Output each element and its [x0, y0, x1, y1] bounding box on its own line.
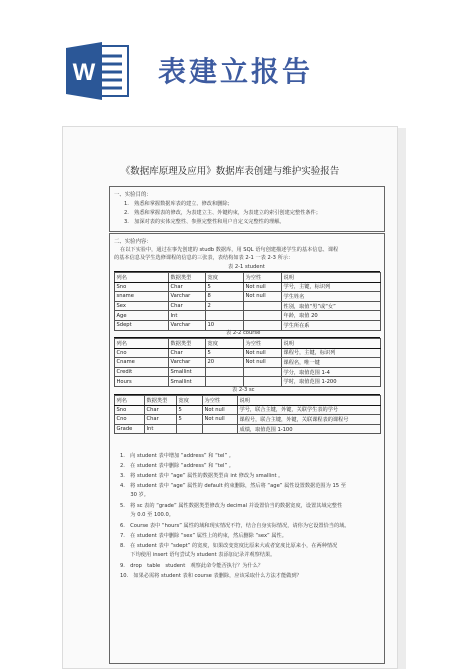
- sc-table: [114, 395, 381, 434]
- table-cell: Not null: [244, 348, 282, 358]
- table-cell: 学号，主键，标识列: [282, 282, 381, 292]
- table-header: 宽度: [206, 273, 244, 283]
- table-header: 为空性: [244, 273, 282, 283]
- table-caption: 表 2-2 course: [226, 330, 261, 336]
- step-item: 下均使用 insert 语句尝试为 student 表添加记录并观察结果。: [120, 552, 276, 558]
- table-cell: 20: [206, 358, 244, 368]
- table-header: 为空性: [203, 396, 238, 406]
- table-cell: 10: [206, 320, 244, 330]
- table-header: 为空性: [244, 339, 282, 349]
- document-page: [62, 126, 398, 669]
- table-cell: Char: [169, 348, 206, 358]
- table-row: [115, 405, 381, 415]
- table-cell: Char: [145, 415, 177, 425]
- table-cell: Sex: [115, 301, 169, 311]
- content-intro: 的基本信息及学生选修课程的信息的三张表，表结构如表 2-1 一表 2-3 所示：: [114, 255, 294, 261]
- table-header: 数据类型: [145, 396, 177, 406]
- table-cell: 学时，取值范围 1-200: [282, 377, 381, 387]
- purpose-item: 3. 加深对表的实体完整性、参照完整性和用户自定义完整性的理解。: [124, 219, 285, 225]
- table-cell: Varchar: [169, 320, 206, 330]
- table-cell: Not null: [244, 282, 282, 292]
- step-item: 30 岁。: [120, 492, 149, 498]
- table-header: 宽度: [177, 396, 203, 406]
- table-row: [115, 282, 381, 292]
- table-cell: [244, 367, 282, 377]
- table-cell: Age: [115, 311, 169, 321]
- table-header: 列名: [115, 273, 169, 283]
- table-cell: 2: [206, 301, 244, 311]
- table-row: [115, 424, 381, 434]
- table-row: [115, 311, 381, 321]
- table-cell: [244, 301, 282, 311]
- purpose-item: 2. 熟悉和掌握表的修改，为表建立主、外键约束，为表建立的索引创建完整性条件；: [124, 210, 321, 216]
- purpose-item: 1. 熟悉和掌握数据库表的建立、修改和删除；: [124, 201, 233, 207]
- table-cell: Credit: [115, 367, 169, 377]
- table-cell: 学生所在系: [282, 320, 381, 330]
- table-cell: Not null: [203, 415, 238, 425]
- table-cell: 5: [206, 282, 244, 292]
- table-cell: 学分，取值范围 1-4: [282, 367, 381, 377]
- table-row: [115, 358, 381, 368]
- table-cell: 课程号，主键，标识列: [282, 348, 381, 358]
- table-header: 说明: [238, 396, 381, 406]
- table-header: 列名: [115, 339, 169, 349]
- table-cell: 学生姓名: [282, 292, 381, 302]
- content-intro: 在以下实验中，通过在事先创建的 studb 数据库，用 SQL 语句创建描述学生的基本信息、课程: [120, 247, 339, 253]
- table-cell: 性别，取值“男”或“女”: [282, 301, 381, 311]
- step-item: 1. 向 student 表中增加 “address” 和 “tel” 。: [120, 453, 234, 459]
- table-caption: 表 2-3 sc: [232, 387, 255, 393]
- table-cell: Smallint: [169, 377, 206, 387]
- step-item: 为 0.0 至 100.0。: [120, 512, 174, 518]
- table-cell: [206, 311, 244, 321]
- step-item: 6. Course 表中 “hours” 属性的域和现实情况不符，结合自身实际情况，请你为它设置恰当的域。: [120, 523, 350, 529]
- purpose-box: [109, 186, 385, 232]
- table-cell: 5: [177, 405, 203, 415]
- document-title: 《数据库原理及应用》数据库表创建与维护实验报告: [120, 166, 340, 177]
- step-item: 9. drop table student 观察此命令能否执行？为什么？: [120, 563, 264, 569]
- banner: [0, 0, 474, 118]
- step-item: 7. 在 student 表中删除 “sex” 属性上的约束，然后删除 “sex” 属性。: [120, 533, 287, 539]
- table-cell: Char: [145, 405, 177, 415]
- table-row: [115, 301, 381, 311]
- table-cell: Varchar: [169, 358, 206, 368]
- table-cell: 8: [206, 292, 244, 302]
- table-cell: 课程名，唯一键: [282, 358, 381, 368]
- purpose-heading: 一、实验目的：: [114, 192, 152, 198]
- table-cell: Sno: [115, 405, 145, 415]
- content-heading: 二、实验内容：: [114, 239, 152, 245]
- table-row: [115, 415, 381, 425]
- table-header: 数据类型: [169, 339, 206, 349]
- table-cell: Cno: [115, 415, 145, 425]
- step-item: 5. 将 sc 表的 “grade” 属性数据类型修改为 decimal 并设置恰当的数据宽度，设置其域完整性: [120, 503, 343, 509]
- table-cell: 学号，联合主键，外键，关联学生表的学号: [238, 405, 381, 415]
- table-cell: Int: [169, 311, 206, 321]
- table-cell: [244, 311, 282, 321]
- table-cell: Hours: [115, 377, 169, 387]
- step-item: 3. 将 student 表中 “age” 属性的数据类型由 int 修改为 smallint 。: [120, 473, 284, 479]
- step-item: 10. 如果必需将 student 表和 course 表删除，应该采取什么方法才能做到？: [120, 573, 302, 579]
- table-header: 说明: [282, 273, 381, 283]
- table-cell: Cname: [115, 358, 169, 368]
- table-cell: Char: [169, 282, 206, 292]
- table-header: 说明: [282, 339, 381, 349]
- table-cell: [177, 424, 203, 434]
- table-header: 宽度: [206, 339, 244, 349]
- student-table: [114, 272, 381, 331]
- table-cell: Varchar: [169, 292, 206, 302]
- table-cell: Smallint: [169, 367, 206, 377]
- course-table: [114, 338, 381, 387]
- logo-letter: W: [72, 59, 96, 86]
- table-cell: 成绩，取值范围 1-100: [238, 424, 381, 434]
- banner-title: 表建立报告: [158, 55, 314, 88]
- content-box: [109, 233, 385, 664]
- table-row: [115, 292, 381, 302]
- table-cell: Int: [145, 424, 177, 434]
- table-cell: Not null: [244, 292, 282, 302]
- step-item: 2. 在 student 表中删除 “address” 和 “tel” 。: [120, 463, 234, 469]
- table-cell: 年龄，取值 20: [282, 311, 381, 321]
- table-cell: Not null: [203, 405, 238, 415]
- table-cell: 5: [177, 415, 203, 425]
- table-row: [115, 367, 381, 377]
- table-cell: sname: [115, 292, 169, 302]
- table-row: [115, 348, 381, 358]
- table-header: 列名: [115, 396, 145, 406]
- step-item: 8. 在 student 表中 “sdept” 的宽度，如果改变宽度比原来大或者宽度比原来小，在两种情况: [120, 543, 338, 549]
- table-cell: Sdept: [115, 320, 169, 330]
- table-cell: [206, 367, 244, 377]
- table-caption: 表 2-1 student: [228, 264, 265, 270]
- table-cell: Grade: [115, 424, 145, 434]
- table-cell: Sno: [115, 282, 169, 292]
- word-logo-icon: [64, 40, 130, 102]
- table-cell: 5: [206, 348, 244, 358]
- table-cell: Not null: [244, 358, 282, 368]
- table-header: 数据类型: [169, 273, 206, 283]
- step-item: 4. 将 student 表中 “age” 属性的 default 约束删除，然后将 “age” 属性设置数据范围为 15 至: [120, 483, 346, 489]
- table-cell: [203, 424, 238, 434]
- table-cell: Char: [169, 301, 206, 311]
- table-cell: Cno: [115, 348, 169, 358]
- table-cell: 课程号，联合主键，外键，关联课程表的课程号: [238, 415, 381, 425]
